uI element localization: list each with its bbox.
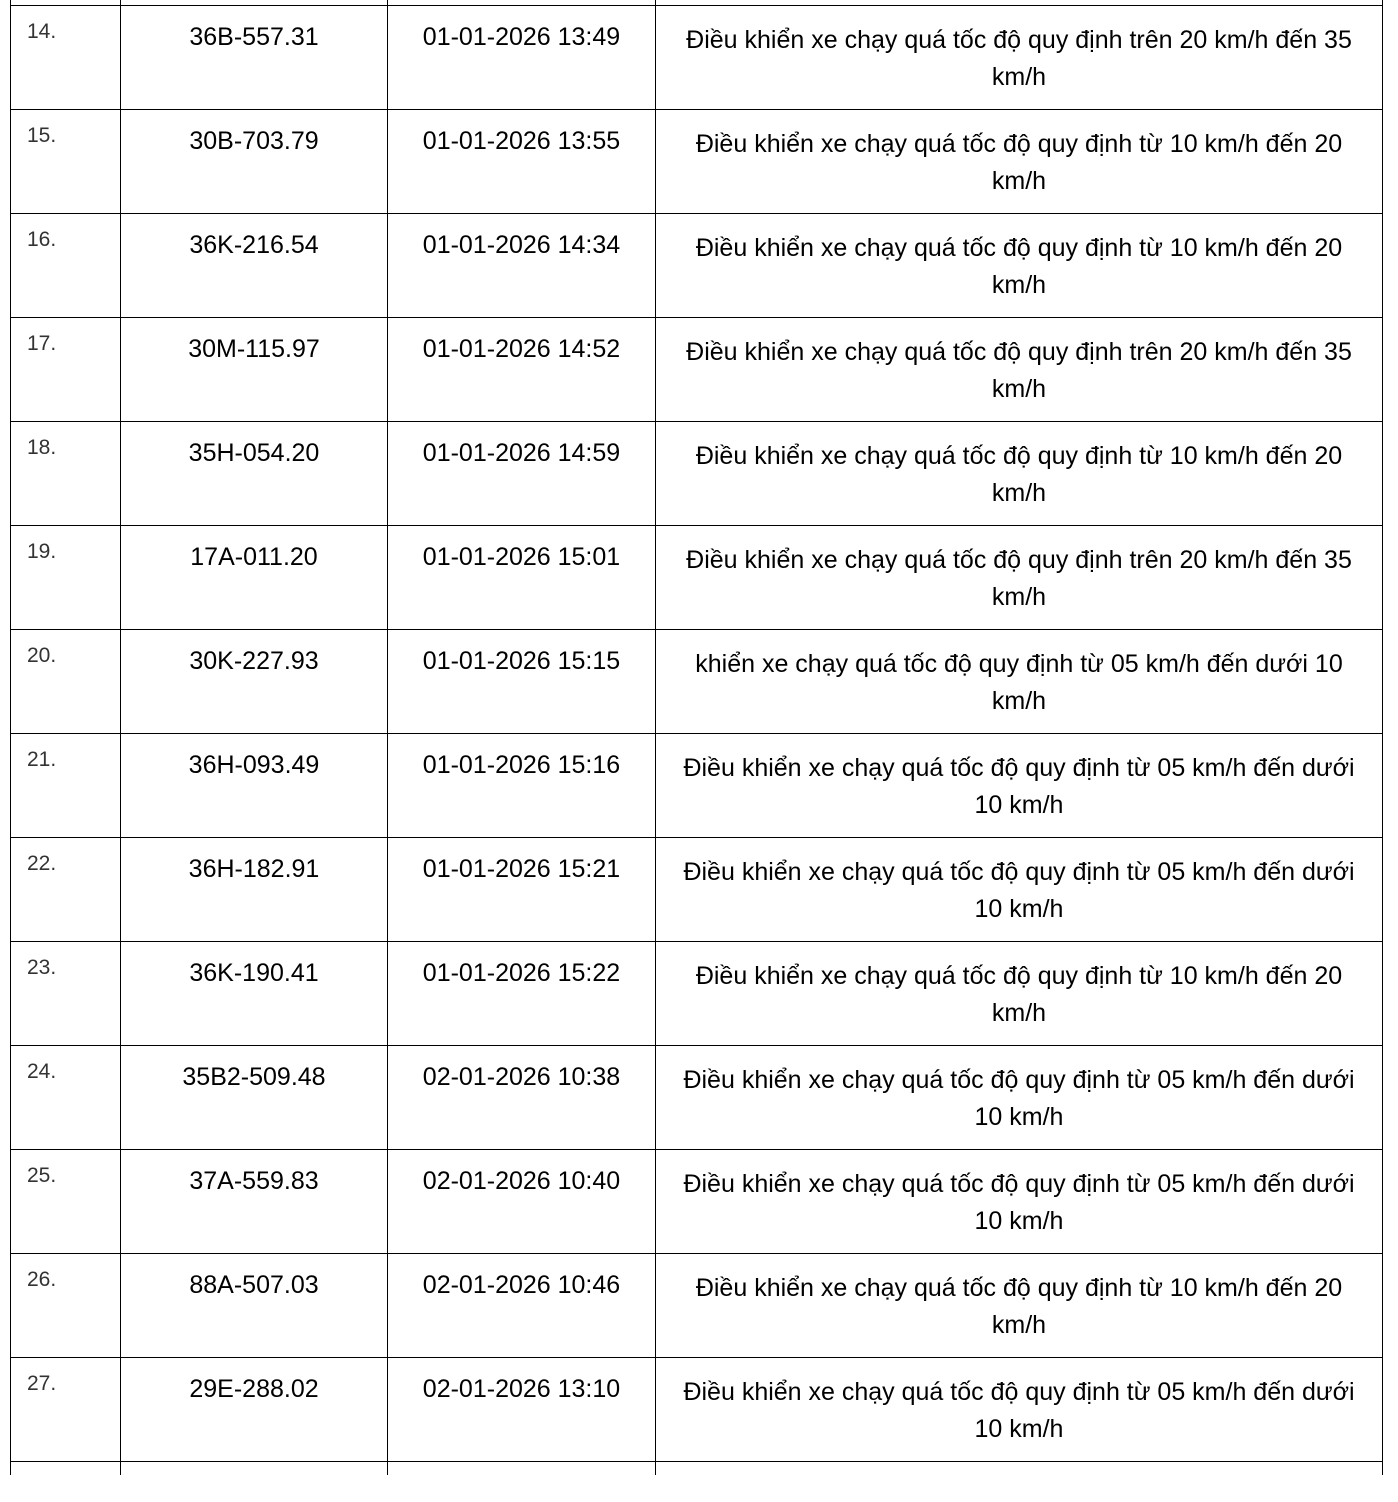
violation-time: 02-01-2026 10:38 [388,1045,656,1149]
table-row [11,317,1383,421]
violation-description: Điều khiển xe chạy quá tốc độ quy định từ 05 km/h đến dưới 10 km/h [656,837,1383,941]
license-plate: 30K-227.93 [121,629,388,733]
violation-description: Điều khiển xe chạy quá tốc độ quy định từ 05 km/h đến dưới 10 km/h [656,1149,1383,1253]
row-index: 26. [11,1253,121,1357]
violation-time: 02-01-2026 10:40 [388,1149,656,1253]
violation-description: Điều khiển xe chạy quá tốc độ quy định từ 05 km/h đến dưới 10 km/h [656,1357,1383,1461]
row-index: 24. [11,1045,121,1149]
table-row [11,733,1383,837]
table-row-partial-bottom [11,1461,1383,1475]
row-index: 25. [11,1149,121,1253]
license-plate: 35B2-509.48 [121,1045,388,1149]
violation-description: Điều khiển xe chạy quá tốc độ quy định từ 05 km/h đến dưới 10 km/h [656,733,1383,837]
license-plate: 35H-054.20 [121,421,388,525]
violations-table [10,0,1383,1475]
row-index: 15. [11,109,121,213]
violation-time: 01-01-2026 13:49 [388,5,656,109]
violation-time: 01-01-2026 15:01 [388,525,656,629]
license-plate: 30M-115.97 [121,317,388,421]
violation-time: 01-01-2026 15:15 [388,629,656,733]
violation-time: 02-01-2026 13:10 [388,1357,656,1461]
cell-stub [388,1461,656,1475]
row-index: 22. [11,837,121,941]
violation-description: Điều khiển xe chạy quá tốc độ quy định trên 20 km/h đến 35 km/h [656,5,1383,109]
table-row [11,525,1383,629]
table-row [11,1253,1383,1357]
violation-description: Điều khiển xe chạy quá tốc độ quy định từ 05 km/h đến dưới 10 km/h [656,1045,1383,1149]
table-row [11,1149,1383,1253]
license-plate: 36K-190.41 [121,941,388,1045]
license-plate: 30B-703.79 [121,109,388,213]
violation-description: Điều khiển xe chạy quá tốc độ quy định trên 20 km/h đến 35 km/h [656,317,1383,421]
violation-time: 01-01-2026 15:22 [388,941,656,1045]
row-index: 20. [11,629,121,733]
license-plate: 37A-559.83 [121,1149,388,1253]
license-plate: 17A-011.20 [121,525,388,629]
row-index: 27. [11,1357,121,1461]
violation-time: 01-01-2026 15:21 [388,837,656,941]
license-plate: 36B-557.31 [121,5,388,109]
license-plate: 36H-182.91 [121,837,388,941]
license-plate: 36K-216.54 [121,213,388,317]
violation-time: 01-01-2026 14:59 [388,421,656,525]
row-index: 14. [11,5,121,109]
violation-time: 01-01-2026 15:16 [388,733,656,837]
violation-description: Điều khiển xe chạy quá tốc độ quy định trên 20 km/h đến 35 km/h [656,525,1383,629]
violation-time: 02-01-2026 10:46 [388,1253,656,1357]
violation-description: Điều khiển xe chạy quá tốc độ quy định từ 10 km/h đến 20 km/h [656,1253,1383,1357]
cell-stub [656,1461,1383,1475]
license-plate: 36H-093.49 [121,733,388,837]
violation-time: 01-01-2026 13:55 [388,109,656,213]
table-row [11,837,1383,941]
violation-description: Điều khiển xe chạy quá tốc độ quy định từ 10 km/h đến 20 km/h [656,109,1383,213]
table-row [11,941,1383,1045]
row-index: 21. [11,733,121,837]
table-row [11,629,1383,733]
table-row [11,5,1383,109]
license-plate: 88A-507.03 [121,1253,388,1357]
violation-description: Điều khiển xe chạy quá tốc độ quy định từ 10 km/h đến 20 km/h [656,421,1383,525]
license-plate: 29E-288.02 [121,1357,388,1461]
row-index: 18. [11,421,121,525]
table-row [11,109,1383,213]
row-index: 16. [11,213,121,317]
cell-stub [121,1461,388,1475]
table-row [11,1045,1383,1149]
violation-description: Điều khiển xe chạy quá tốc độ quy định từ 10 km/h đến 20 km/h [656,213,1383,317]
violation-time: 01-01-2026 14:52 [388,317,656,421]
violation-time: 01-01-2026 14:34 [388,213,656,317]
violation-description: Điều khiển xe chạy quá tốc độ quy định từ 10 km/h đến 20 km/h [656,941,1383,1045]
cell-stub [11,1461,121,1475]
violations-table-container [10,0,1382,1475]
row-index: 23. [11,941,121,1045]
row-index: 17. [11,317,121,421]
table-row [11,421,1383,525]
table-row [11,1357,1383,1461]
violation-description: khiển xe chạy quá tốc độ quy định từ 05 km/h đến dưới 10 km/h [656,629,1383,733]
row-index: 19. [11,525,121,629]
table-row [11,213,1383,317]
